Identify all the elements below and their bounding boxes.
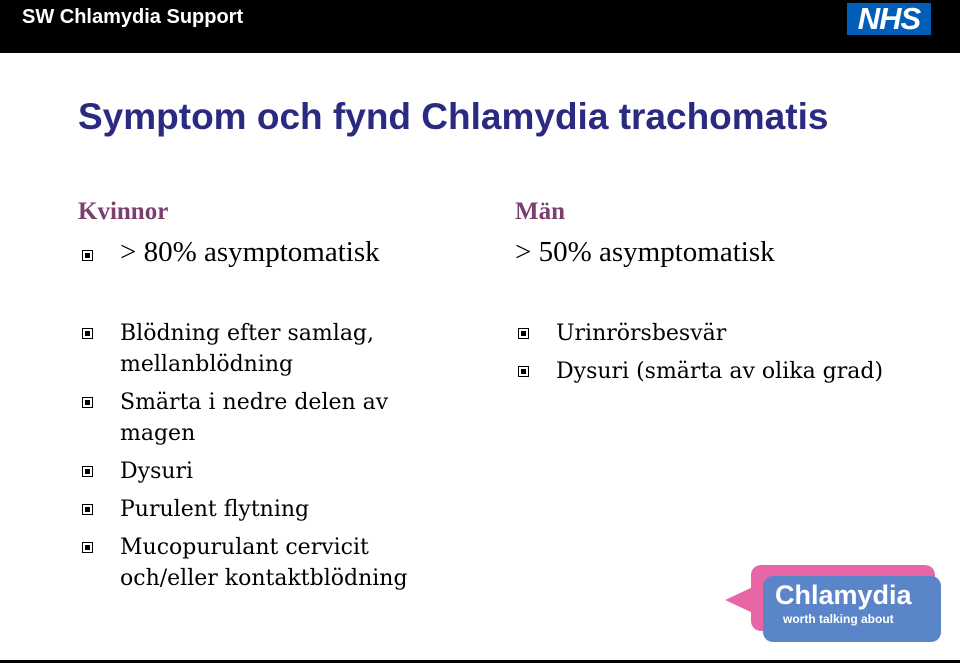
slide-title: Symptom och fynd Chlamydia trachomatis bbox=[78, 96, 829, 137]
nhs-logo: NHS bbox=[847, 3, 931, 35]
square-bullet-icon bbox=[518, 366, 529, 377]
men-symptom-list bbox=[556, 318, 936, 394]
list-item: Dysuri (smärta av olika grad) bbox=[556, 356, 936, 387]
men-summary: > 50% asymptomatisk bbox=[515, 236, 775, 268]
chlamydia-logo bbox=[725, 562, 947, 656]
list-item: Urinrörsbesvär bbox=[556, 318, 936, 349]
logo-word: Chlamydia bbox=[775, 580, 912, 610]
women-symptom-list bbox=[120, 318, 460, 601]
square-bullet-icon bbox=[82, 328, 93, 339]
list-item: Mucopurulant cervicit och/eller kontaktblödning bbox=[120, 532, 460, 594]
square-bullet-icon bbox=[82, 466, 93, 477]
list-item: Purulent flytning bbox=[120, 494, 460, 525]
list-item: Dysuri bbox=[120, 456, 460, 487]
men-heading: Män bbox=[515, 198, 565, 225]
square-bullet-icon bbox=[82, 504, 93, 515]
square-bullet-icon bbox=[82, 542, 93, 553]
square-bullet-icon bbox=[82, 250, 93, 261]
women-summary-text: > 80% asymptomatisk bbox=[120, 236, 380, 268]
women-heading: Kvinnor bbox=[78, 198, 169, 225]
header-bar bbox=[0, 0, 960, 53]
square-bullet-icon bbox=[518, 328, 529, 339]
women-summary bbox=[120, 236, 380, 269]
brand-title: SW Chlamydia Support bbox=[22, 6, 244, 28]
list-item: Smärta i nedre delen av magen bbox=[120, 387, 460, 449]
list-item: Blödning efter samlag, mellanblödning bbox=[120, 318, 460, 380]
square-bullet-icon bbox=[82, 397, 93, 408]
logo-tagline: worth talking about bbox=[783, 612, 894, 626]
